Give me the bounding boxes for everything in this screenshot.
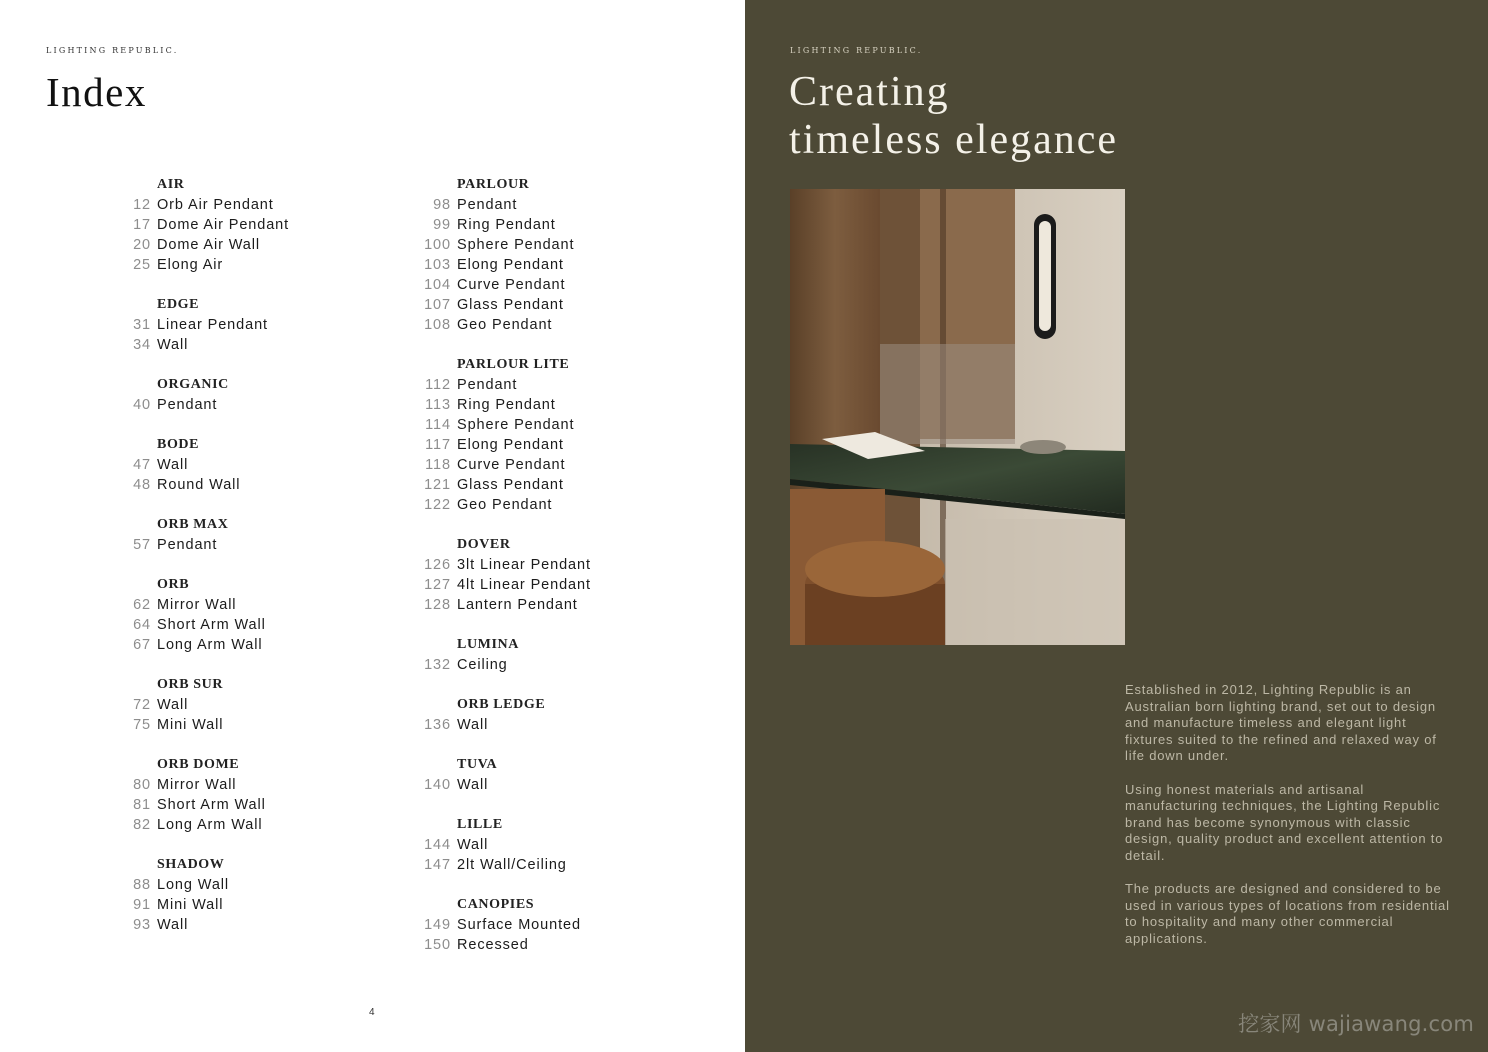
index-section-heading: BODE (157, 437, 200, 452)
index-entry-name: Elong Pendant (457, 257, 564, 273)
index-entry-name: Dome Air Wall (157, 237, 261, 253)
index-title: Index (46, 69, 147, 115)
index-entry (420, 715, 591, 735)
index-entry-page: 147 (424, 857, 451, 873)
index-entry-page: 118 (425, 457, 451, 473)
index-entry-page: 128 (424, 597, 451, 613)
brand-label: LIGHTING REPUBLIC. (46, 46, 179, 55)
index-entry-page: 72 (133, 697, 151, 713)
index-section-heading: DOVER (457, 537, 511, 552)
index-entry (120, 595, 289, 615)
index-entry-name: Sphere Pendant (457, 417, 575, 433)
intro-paragraph-2: Using honest materials and artisanal manufacturing techniques, the Lighting Republic brand has become synonymous with classic design, quality product and excellent attention to detail. (1125, 781, 1444, 863)
index-entry-name: Short Arm Wall (157, 797, 266, 813)
index-entry (120, 235, 289, 255)
index-entry-page: 136 (424, 717, 451, 733)
index-entry-name: Wall (457, 717, 489, 733)
index-entry-page: 112 (425, 377, 451, 393)
index-entry (120, 615, 289, 635)
index-entry-page: 104 (424, 277, 451, 293)
index-entry (420, 915, 591, 935)
index-entry-page: 75 (133, 717, 151, 733)
index-entry (120, 635, 289, 655)
index-section (120, 295, 289, 355)
index-entry (420, 835, 591, 855)
index-entry-page: 81 (133, 797, 151, 813)
index-entry-page: 47 (133, 457, 151, 473)
index-entry-name: Elong Air (157, 257, 224, 273)
index-section-heading: AIR (157, 177, 185, 192)
index-entry (420, 555, 591, 575)
index-section (120, 675, 289, 735)
index-entry-name: Ceiling (457, 657, 508, 673)
index-entry (120, 775, 289, 795)
index-entry-page: 31 (133, 317, 151, 333)
index-entry-name: Recessed (457, 937, 529, 953)
index-entry-page: 150 (424, 937, 451, 953)
index-section-heading: ORB MAX (157, 517, 229, 532)
index-entry-page: 140 (424, 777, 451, 793)
index-entry (420, 415, 591, 435)
index-entry-name: Wall (157, 337, 189, 353)
index-entry (420, 295, 591, 315)
index-entry-page: 103 (424, 257, 451, 273)
index-entry (120, 395, 289, 415)
index-entry (420, 455, 591, 475)
index-section-heading: LILLE (457, 817, 503, 832)
index-entry (420, 375, 591, 395)
index-entry (420, 435, 591, 455)
index-entry-name: Wall (157, 917, 189, 933)
index-entry-page: 107 (424, 297, 451, 313)
index-entry-page: 64 (133, 617, 151, 633)
index-entry (120, 535, 289, 555)
index-entry (420, 775, 591, 795)
index-entry-page: 88 (133, 877, 151, 893)
index-entry (420, 495, 591, 515)
index-entry-name: Mirror Wall (157, 777, 237, 793)
brand-label: LIGHTING REPUBLIC. (790, 46, 923, 55)
index-section (420, 635, 591, 675)
index-entry (420, 655, 591, 675)
index-entry-name: Glass Pendant (457, 297, 564, 313)
index-entry-page: 117 (425, 437, 451, 453)
index-entry (120, 895, 289, 915)
index-entry (420, 475, 591, 495)
index-entry (120, 715, 289, 735)
index-entry (120, 195, 289, 215)
index-entry-page: 80 (133, 777, 151, 793)
index-entry (120, 875, 289, 895)
index-entry (420, 595, 591, 615)
index-entry (120, 915, 289, 935)
index-entry-name: 3lt Linear Pendant (457, 557, 591, 573)
intro-page (745, 0, 1488, 1052)
index-section (420, 695, 591, 735)
index-entry-name: Elong Pendant (457, 437, 564, 453)
index-entry-name: Pendant (157, 537, 218, 553)
index-section (420, 535, 591, 615)
index-entry (120, 335, 289, 355)
index-entry-page: 108 (424, 317, 451, 333)
index-entry-page: 114 (425, 417, 451, 433)
index-entry-page: 40 (133, 397, 151, 413)
index-entry-name: Round Wall (157, 477, 241, 493)
intro-paragraph-3: The products are designed and considered to be used in various types of locations from residential to hospitality and many other commercial applications. (1125, 881, 1450, 946)
watermark: 挖家网 wajiawang.com (1238, 1012, 1474, 1036)
index-entry-page: 48 (133, 477, 151, 493)
index-section (120, 375, 289, 415)
index-section (420, 895, 591, 955)
index-entry (120, 475, 289, 495)
index-entry-page: 113 (425, 397, 451, 413)
index-section-heading: ORB (157, 577, 190, 592)
index-section (120, 855, 289, 935)
index-entry (420, 215, 591, 235)
index-entry (420, 395, 591, 415)
index-entry-name: Short Arm Wall (157, 617, 266, 633)
index-entry-name: Surface Mounted (457, 917, 581, 933)
index-section (120, 575, 289, 655)
index-entry (420, 235, 591, 255)
index-entry-page: 67 (133, 637, 151, 653)
index-entry-page: 132 (424, 657, 451, 673)
index-entry-name: Dome Air Pendant (157, 217, 290, 233)
index-entry-page: 98 (433, 197, 451, 213)
intro-paragraph-1: Established in 2012, Lighting Republic is an Australian born lighting brand, set out to design and manufacture timeless and elegant light fixtures suited to the refined and relaxed way of life down under. (1125, 682, 1437, 763)
index-section-heading: ORB SUR (157, 677, 224, 692)
index-entry (120, 255, 289, 275)
index-entry-name: Sphere Pendant (457, 237, 575, 253)
index-entry-page: 91 (133, 897, 151, 913)
index-entry (120, 315, 289, 335)
index-section (420, 175, 591, 335)
index-entry-page: 62 (133, 597, 151, 613)
index-entry-page: 121 (424, 477, 451, 493)
index-section-heading: CANOPIES (457, 897, 535, 912)
page-number: 4 (369, 1007, 375, 1018)
index-section-heading: PARLOUR (457, 177, 530, 192)
index-entry-name: Pendant (157, 397, 218, 413)
index-entry-page: 144 (424, 837, 451, 853)
interior-photo (790, 189, 1125, 645)
index-entry-page: 20 (133, 237, 151, 253)
index-section-heading: PARLOUR LITE (457, 357, 570, 372)
index-section-heading: ORB DOME (157, 757, 240, 772)
index-entry-name: Geo Pendant (457, 317, 553, 333)
index-entry-name: Wall (457, 837, 489, 853)
index-section-heading: ORGANIC (157, 377, 229, 392)
index-section (120, 435, 289, 495)
index-entry-page: 17 (133, 217, 151, 233)
index-entry-page: 34 (133, 337, 151, 353)
index-column-1 (120, 175, 289, 955)
index-entry-page: 93 (133, 917, 151, 933)
index-entry (120, 455, 289, 475)
intro-copy (1125, 682, 1455, 964)
index-entry-name: Mini Wall (157, 897, 224, 913)
index-entry-name: Glass Pendant (457, 477, 564, 493)
index-section (420, 755, 591, 795)
index-entry-name: Ring Pendant (457, 217, 556, 233)
index-entry-name: Curve Pendant (457, 457, 566, 473)
index-entry (120, 815, 289, 835)
index-entry-name: Wall (157, 457, 189, 473)
index-entry-name: Long Wall (157, 877, 230, 893)
index-entry (420, 195, 591, 215)
index-entry-page: 122 (424, 497, 451, 513)
index-section-heading: TUVA (457, 757, 498, 772)
index-entry (120, 795, 289, 815)
index-entry-name: Wall (157, 697, 189, 713)
index-entry-page: 25 (133, 257, 151, 273)
intro-title-line-2: timeless elegance (789, 117, 1119, 163)
index-section (120, 515, 289, 555)
index-entry (420, 315, 591, 335)
index-entry-name: Wall (457, 777, 489, 793)
index-entry-name: Pendant (457, 197, 518, 213)
intro-title-line-1: Creating (789, 69, 950, 115)
index-entry-page: 100 (424, 237, 451, 253)
index-section (420, 355, 591, 515)
index-section-heading: SHADOW (157, 857, 225, 872)
index-section (420, 815, 591, 875)
index-entry-page: 99 (433, 217, 451, 233)
index-entry-name: Lantern Pendant (457, 597, 578, 613)
index-section-heading: ORB LEDGE (457, 697, 546, 712)
index-entry-name: Linear Pendant (157, 317, 268, 333)
index-entry-page: 82 (133, 817, 151, 833)
index-entry-page: 12 (133, 197, 151, 213)
index-entry (420, 275, 591, 295)
index-entry-name: Curve Pendant (457, 277, 566, 293)
index-entry-page: 57 (133, 537, 151, 553)
index-entry-name: 4lt Linear Pendant (457, 577, 591, 593)
index-entry (420, 575, 591, 595)
index-section-heading: LUMINA (457, 637, 519, 652)
index-entry-name: Long Arm Wall (157, 637, 263, 653)
index-entry (120, 695, 289, 715)
index-section (120, 755, 289, 835)
interior-photo-illustration (790, 189, 1125, 645)
index-entry-name: Pendant (457, 377, 518, 393)
index-entry (420, 855, 591, 875)
index-entry (420, 935, 591, 955)
index-entry-name: Mirror Wall (157, 597, 237, 613)
index-entry-page: 127 (424, 577, 451, 593)
index-entry-name: Long Arm Wall (157, 817, 263, 833)
index-column-2 (420, 175, 591, 975)
index-section (120, 175, 289, 275)
index-entry-name: Mini Wall (157, 717, 224, 733)
index-entry-name: 2lt Wall/Ceiling (457, 857, 567, 873)
index-entry (120, 215, 289, 235)
index-entry-name: Orb Air Pendant (157, 197, 274, 213)
index-section-heading: EDGE (157, 297, 200, 312)
index-entry-name: Ring Pendant (457, 397, 556, 413)
index-entry-page: 149 (424, 917, 451, 933)
index-entry-name: Geo Pendant (457, 497, 553, 513)
index-entry (420, 255, 591, 275)
intro-title (789, 68, 1118, 164)
index-entry-page: 126 (424, 557, 451, 573)
